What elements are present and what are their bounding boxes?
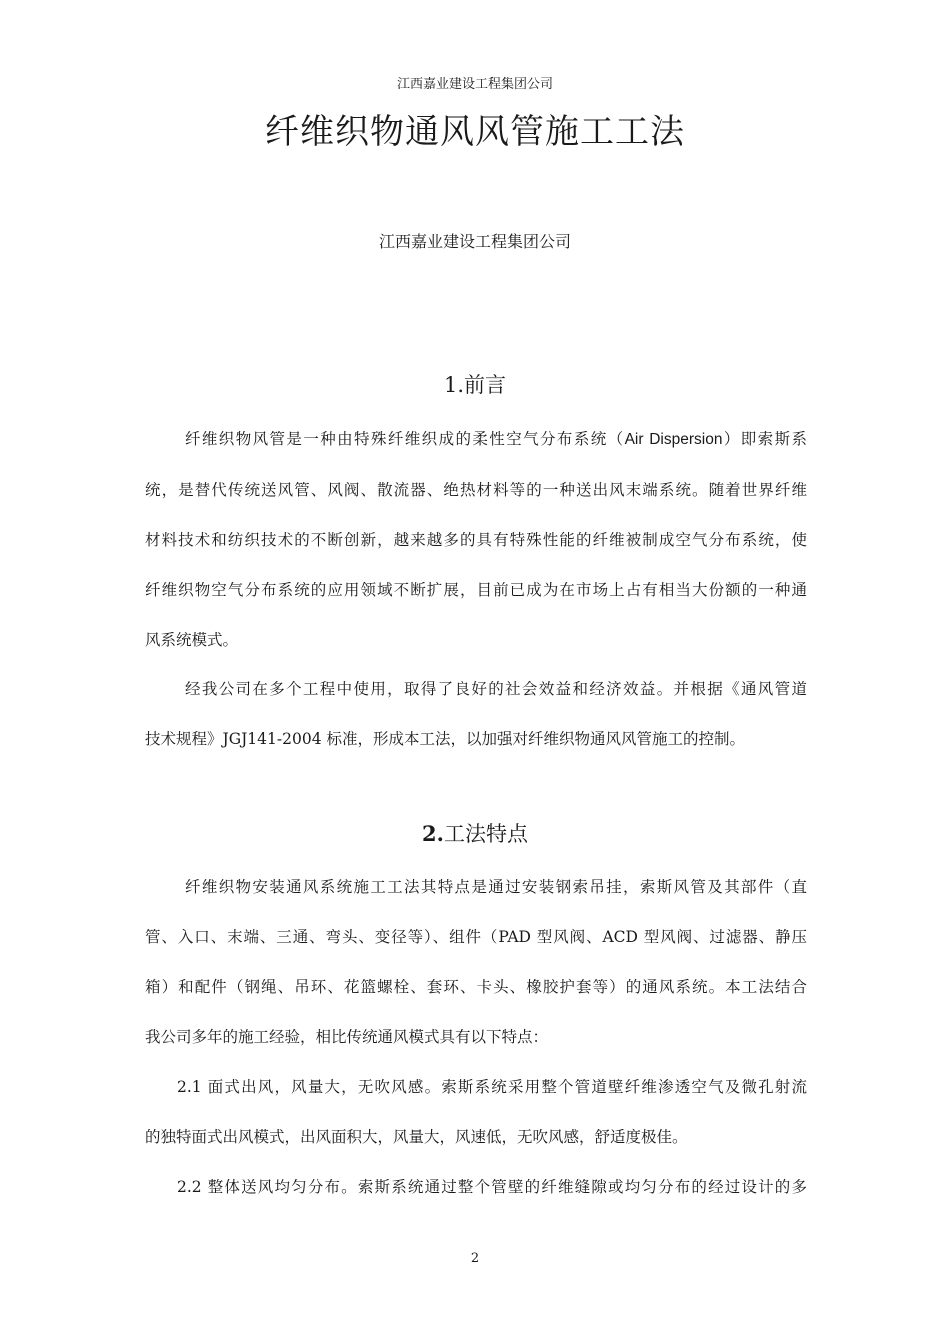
page-number: 2 (470, 1251, 480, 1266)
paragraph-line: 经我公司在多个工程中使用，取得了良好的社会效益和经济效益。并根据《通风管道 (185, 680, 807, 698)
section-title: 前言 (464, 373, 507, 397)
text-run: 纤维织物风管是一种由特殊纤维织成的柔性空气分布系统（ (185, 430, 625, 448)
paragraph-line: 材料技术和纺织技术的不断创新，越来越多的具有特殊性能的纤维被制成空气分布系统，使 (145, 531, 807, 549)
document-organization: 江西嘉业建设工程集团公司 (378, 232, 571, 251)
paragraph-feature-2-1 (145, 1062, 807, 1162)
text-run-latin: Air Dispersion (624, 431, 723, 448)
section-heading-preface (0, 369, 950, 399)
paragraph-line (145, 414, 807, 465)
paragraph-line: 技术规程》JGJ141-2004 标准，形成本工法，以加强对纤维织物通风风管施工的控制。 (145, 730, 746, 748)
section-heading-features (0, 818, 950, 848)
section-number: 2. (422, 821, 444, 846)
paragraph-line: 箱）和配件（钢绳、吊环、花篮螺栓、套环、卡头、橡胶护套等）的通风系统。本工法结合 (145, 978, 807, 996)
section-title: 工法特点 (443, 822, 528, 846)
paragraph-feature-2-2 (145, 1162, 807, 1212)
paragraph-line: 纤维织物空气分布系统的应用领域不断扩展，目前已成为在市场上占有相当大份额的一种通 (145, 581, 807, 599)
paragraph-line: 风系统模式。 (145, 631, 239, 649)
section-number: 1. (443, 373, 465, 397)
paragraph-line: 的独特面式出风模式，出风面积大，风量大，风速低，无吹风感，舒适度极佳。 (145, 1128, 688, 1146)
paragraph-preface-1 (145, 414, 807, 665)
paragraph-line: 统，是替代传统送风管、风阀、散流器、绝热材料等的一种送出风末端系统。随着世界纤维 (145, 481, 807, 499)
paragraph-preface-2 (145, 664, 807, 764)
paragraph-line: 2.1 面式出风，风量大，无吹风感。索斯系统采用整个管道壁纤维渗透空气及微孔射流 (177, 1078, 807, 1096)
paragraph-line: 管、入口、末端、三通、弯头、变径等）、组件（PAD 型风阀、ACD 型风阀、过滤器、静压 (145, 928, 807, 946)
paragraph-line: 我公司多年的施工经验，相比传统通风模式具有以下特点： (145, 1028, 549, 1046)
paragraph-features-intro (145, 862, 807, 1062)
document-title: 纤维织物通风风管施工工法 (265, 112, 685, 152)
text-run: ）即索斯系 (722, 430, 807, 448)
paragraph-line: 纤维织物安装通风系统施工工法其特点是通过安装钢索吊挂，索斯风管及其部件（直 (185, 878, 807, 896)
paragraph-line: 2.2 整体送风均匀分布。索斯系统通过整个管壁的纤维缝隙或均匀分布的经过设计的多 (177, 1178, 807, 1196)
running-header: 江西嘉业建设工程集团公司 (396, 77, 553, 92)
